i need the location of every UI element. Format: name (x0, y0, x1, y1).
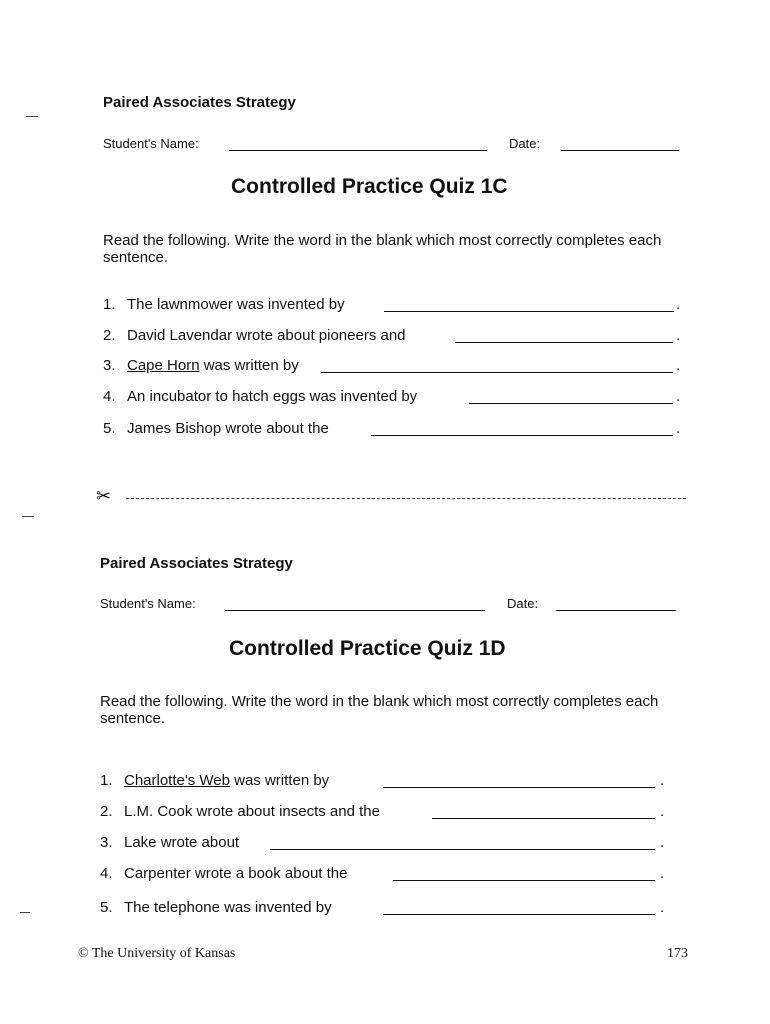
item-period: . (660, 899, 665, 916)
quiz-item (103, 420, 683, 442)
margin-mark (26, 116, 38, 117)
item-number: 4. (103, 388, 116, 405)
item-text (127, 357, 299, 374)
item-text: An incubator to hatch eggs was invented by (127, 388, 418, 405)
date-blank[interactable] (556, 610, 676, 611)
item-number: 3. (103, 357, 116, 374)
item-number: 5. (100, 899, 113, 916)
item-text: Lake wrote about (124, 834, 240, 851)
item-text: L.M. Cook wrote about insects and the (124, 803, 380, 820)
margin-mark (22, 516, 34, 517)
scissors-icon: ✂ (96, 486, 112, 507)
item-period: . (676, 388, 681, 405)
item-number: 2. (100, 803, 113, 820)
item-text-rest: was written by (199, 357, 299, 374)
item-period: . (676, 420, 681, 437)
item-text-rest: was written by (229, 772, 330, 789)
date-label: Date: (509, 136, 541, 151)
quiz-title: Controlled Practice Quiz 1C (231, 175, 508, 198)
quiz-item (100, 834, 680, 856)
book-title: Charlotte's Web (124, 772, 230, 789)
quiz-title: Controlled Practice Quiz 1D (229, 637, 506, 660)
quiz-item (103, 357, 683, 379)
student-name-label: Student's Name: (100, 596, 196, 611)
item-number: 4. (100, 865, 113, 882)
item-number: 3. (100, 834, 113, 851)
item-period: . (676, 296, 681, 313)
instructions: Read the following. Write the word in the blank which most correctly completes each sentence. (103, 232, 662, 266)
answer-blank[interactable] (321, 372, 673, 373)
student-name-blank[interactable] (229, 150, 487, 151)
answer-blank[interactable] (270, 849, 655, 850)
item-period: . (660, 834, 665, 851)
quiz-item (100, 899, 680, 921)
item-number: 1. (100, 772, 113, 789)
item-period: . (676, 357, 681, 374)
quiz-item (103, 296, 683, 318)
item-period: . (660, 865, 665, 882)
item-period: . (660, 803, 665, 820)
item-text: The telephone was invented by (124, 899, 332, 916)
copyright-notice: © The University of Kansas (78, 946, 236, 961)
dashed-cut-line (126, 498, 686, 499)
student-name-label: Student's Name: (103, 136, 199, 151)
student-name-blank[interactable] (225, 610, 485, 611)
item-number: 2. (103, 327, 116, 344)
answer-blank[interactable] (455, 342, 673, 343)
item-text: The lawnmower was invented by (127, 296, 345, 313)
date-blank[interactable] (561, 150, 679, 151)
answer-blank[interactable] (384, 311, 674, 312)
cut-line (96, 488, 696, 508)
date-label: Date: (507, 596, 539, 611)
item-number: 1. (103, 296, 116, 313)
margin-mark (20, 912, 30, 913)
item-text: James Bishop wrote about the (127, 420, 329, 437)
student-name-row (100, 596, 680, 614)
student-name-row (103, 136, 683, 154)
item-text (124, 772, 329, 789)
answer-blank[interactable] (469, 403, 673, 404)
instructions: Read the following. Write the word in the blank which most correctly completes each sentence. (100, 693, 659, 727)
book-title: Cape Horn (127, 357, 200, 374)
item-text: Carpenter wrote a book about the (124, 865, 348, 882)
item-period: . (676, 327, 681, 344)
quiz-item (100, 865, 680, 887)
strategy-heading: Paired Associates Strategy (100, 555, 293, 572)
answer-blank[interactable] (383, 787, 655, 788)
quiz-item (103, 327, 683, 349)
answer-blank[interactable] (371, 435, 673, 436)
quiz-item (103, 388, 683, 410)
answer-blank[interactable] (383, 914, 655, 915)
item-text: David Lavendar wrote about pioneers and (127, 327, 406, 344)
answer-blank[interactable] (432, 818, 655, 819)
item-number: 5. (103, 420, 116, 437)
page-number: 173 (667, 946, 688, 961)
strategy-heading: Paired Associates Strategy (103, 94, 296, 111)
quiz-item (100, 772, 680, 794)
quiz-item (100, 803, 680, 825)
item-period: . (660, 772, 665, 789)
answer-blank[interactable] (393, 880, 655, 881)
